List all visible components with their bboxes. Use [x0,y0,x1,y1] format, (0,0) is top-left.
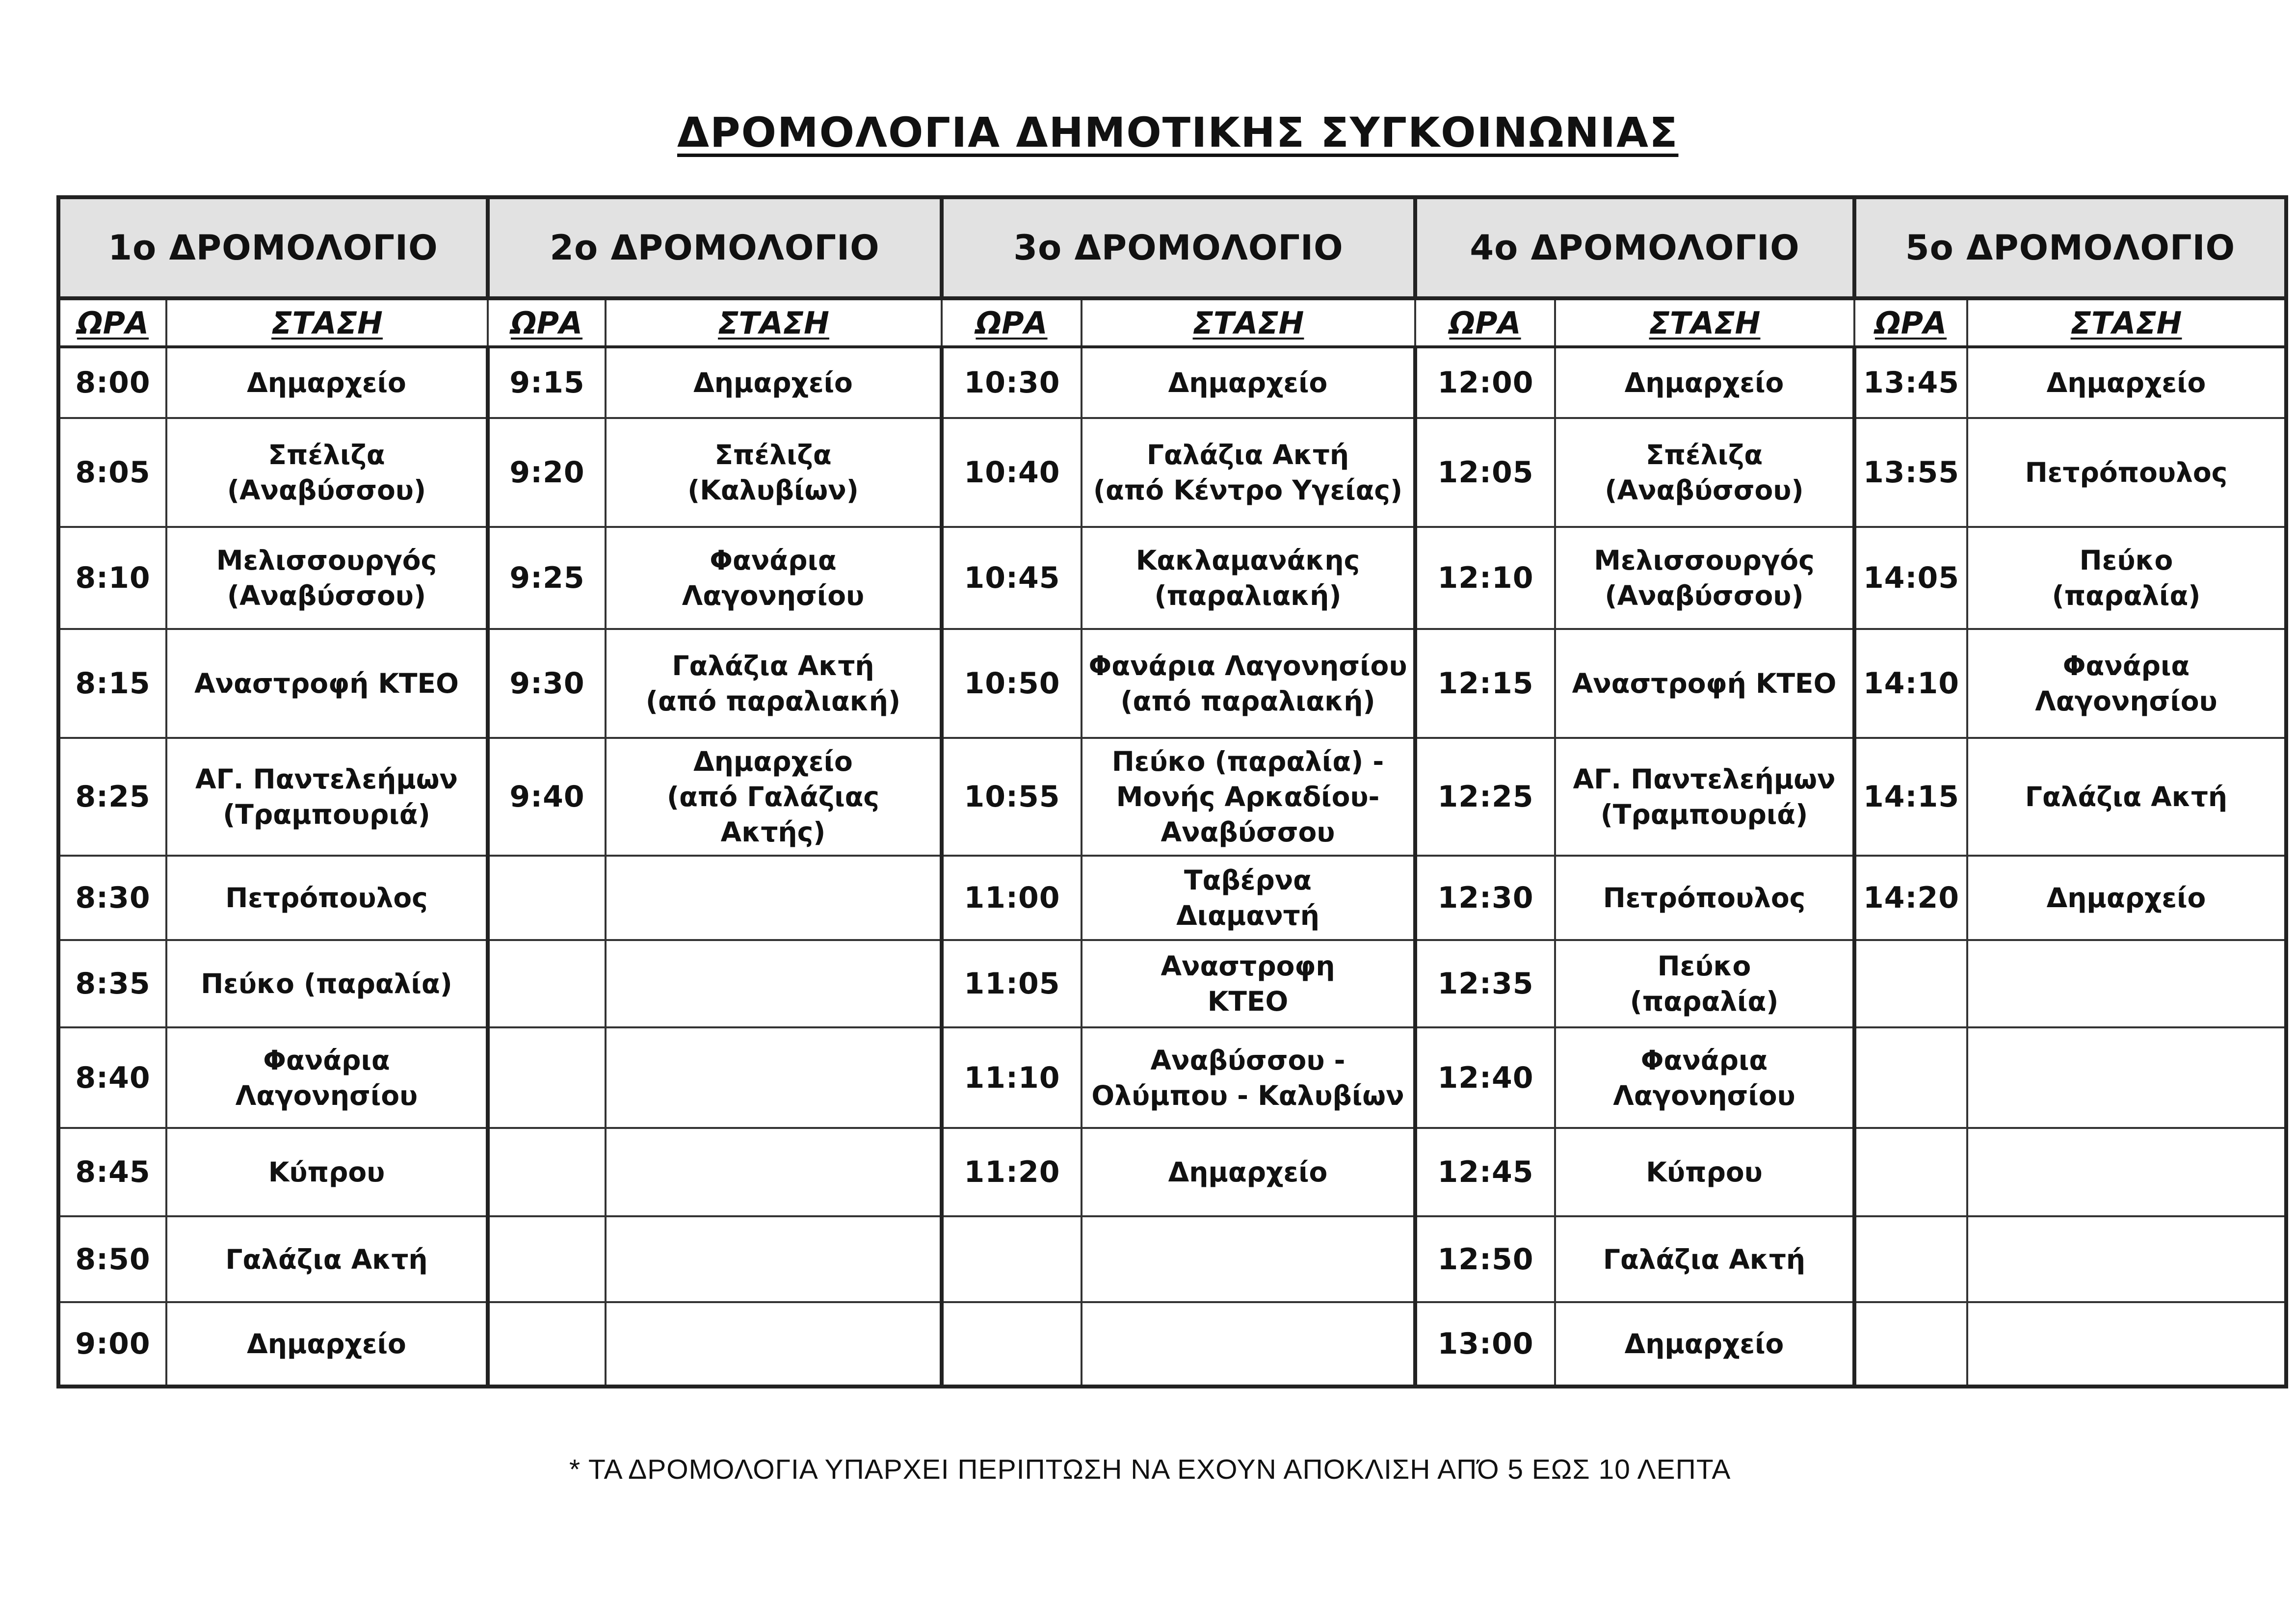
table-row [58,1027,2286,1128]
stop-name [606,1302,942,1387]
time-column-header: ΩΡΑ [488,298,606,347]
stop-name [1082,1216,1415,1302]
time-column-header: ΩΡΑ [1854,298,1967,347]
route-header: 5ο ΔΡΟΜΟΛΟΓΙΟ [1854,197,2286,298]
stop-name: Γαλάζια Ακτή [166,1216,488,1302]
departure-time: 12:50 [1415,1216,1555,1302]
departure-time [1854,1027,1967,1128]
departure-time: 8:30 [58,856,166,940]
departure-time: 8:00 [58,347,166,418]
departure-time: 8:50 [58,1216,166,1302]
departure-time: 8:35 [58,940,166,1027]
stop-column-header: ΣΤΑΣΗ [1967,298,2286,347]
stop-name: Σπέλιζα (Καλυβίων) [606,418,942,527]
departure-time: 9:20 [488,418,606,527]
stop-name: Πεύκο (παραλία) [1555,940,1854,1027]
stop-name: Γαλάζια Ακτή [1555,1216,1854,1302]
route-header: 1ο ΔΡΟΜΟΛΟΓΙΟ [58,197,488,298]
departure-time: 9:15 [488,347,606,418]
stop-column-header: ΣΤΑΣΗ [1555,298,1854,347]
departure-time [1854,940,1967,1027]
table-row [58,629,2286,738]
stop-name: Φανάρια Λαγονησίου (από παραλιακή) [1082,629,1415,738]
departure-time [488,1302,606,1387]
stop-name: Ταβέρνα Διαμαντή [1082,856,1415,940]
stop-name [606,1128,942,1216]
departure-time: 9:25 [488,527,606,629]
stop-name [606,940,942,1027]
stop-name: Σπέλιζα (Αναβύσσου) [1555,418,1854,527]
stop-name: Φανάρια Λαγονησίου [606,527,942,629]
stop-name: Φανάρια Λαγονησίου [166,1027,488,1128]
departure-time [488,1216,606,1302]
stop-name: Γαλάζια Ακτή (από παραλιακή) [606,629,942,738]
stop-name: Πετρόπουλος [1555,856,1854,940]
stop-name: Πετρόπουλος [166,856,488,940]
table-row [58,1302,2286,1387]
table-row [58,856,2286,940]
stop-name [606,1027,942,1128]
stop-name: Δημαρχείο [606,347,942,418]
stop-name: Πετρόπουλος [1967,418,2286,527]
stop-name: Αναστροφή ΚΤΕΟ [1555,629,1854,738]
stop-name: Φανάρια Λαγονησίου [1555,1027,1854,1128]
schedule-body [58,347,2286,1387]
departure-time: 9:40 [488,738,606,856]
stop-name: ΑΓ. Παντελεήμων (Τραμπουριά) [166,738,488,856]
stop-name [606,1216,942,1302]
departure-time: 12:15 [1415,629,1555,738]
stop-name: Αναστροφη ΚΤΕΟ [1082,940,1415,1027]
stop-name [1967,1027,2286,1128]
stop-name: Δημαρχείο [1555,347,1854,418]
table-row [58,1216,2286,1302]
stop-name: ΑΓ. Παντελεήμων (Τραμπουριά) [1555,738,1854,856]
departure-time: 10:45 [942,527,1082,629]
stop-column-header: ΣΤΑΣΗ [606,298,942,347]
stop-name [1967,1128,2286,1216]
departure-time: 14:20 [1854,856,1967,940]
stop-name: Κύπρου [166,1128,488,1216]
stop-name: Σπέλιζα (Αναβύσσου) [166,418,488,527]
stop-name: Πεύκο (παραλία) [166,940,488,1027]
departure-time: 8:45 [58,1128,166,1216]
departure-time: 12:05 [1415,418,1555,527]
stop-name: Γαλάζια Ακτή [1967,738,2286,856]
time-column-header: ΩΡΑ [58,298,166,347]
time-column-header: ΩΡΑ [1415,298,1555,347]
departure-time: 10:30 [942,347,1082,418]
stop-name: Κύπρου [1555,1128,1854,1216]
stop-name: Δημαρχείο [1082,1128,1415,1216]
stop-column-header: ΣΤΑΣΗ [166,298,488,347]
stop-name: Μελισσουργός (Αναβύσσου) [166,527,488,629]
departure-time: 13:55 [1854,418,1967,527]
departure-time: 8:10 [58,527,166,629]
stop-name: Δημαρχείο [1555,1302,1854,1387]
stop-name: Κακλαμανάκης (παραλιακή) [1082,527,1415,629]
stop-name: Μελισσουργός (Αναβύσσου) [1555,527,1854,629]
departure-time: 12:30 [1415,856,1555,940]
stop-name: Δημαρχείο [166,347,488,418]
departure-time [488,1027,606,1128]
departure-time: 11:00 [942,856,1082,940]
departure-time: 8:40 [58,1027,166,1128]
departure-time: 8:15 [58,629,166,738]
departure-time: 14:15 [1854,738,1967,856]
departure-time: 8:25 [58,738,166,856]
departure-time [1854,1128,1967,1216]
departure-time [942,1216,1082,1302]
schedule-table [56,195,2288,1388]
stop-name: Φανάρια Λαγονησίου [1967,629,2286,738]
stop-name: Αναστροφή ΚΤΕΟ [166,629,488,738]
departure-time: 11:20 [942,1128,1082,1216]
table-row [58,418,2286,527]
stop-name: Γαλάζια Ακτή (από Κέντρο Υγείας) [1082,418,1415,527]
table-row [58,738,2286,856]
departure-time [488,940,606,1027]
table-row [58,940,2286,1027]
departure-time [1854,1302,1967,1387]
departure-time: 11:05 [942,940,1082,1027]
departure-time: 10:55 [942,738,1082,856]
departure-time [1854,1216,1967,1302]
route-header: 2ο ΔΡΟΜΟΛΟΓΙΟ [488,197,942,298]
stop-column-header: ΣΤΑΣΗ [1082,298,1415,347]
departure-time: 9:00 [58,1302,166,1387]
stop-name [1082,1302,1415,1387]
table-row [58,347,2286,418]
stop-name [1967,1216,2286,1302]
departure-time: 9:30 [488,629,606,738]
table-row [58,1128,2286,1216]
time-column-header: ΩΡΑ [942,298,1082,347]
stop-name: Δημαρχείο [1967,347,2286,418]
departure-time: 13:00 [1415,1302,1555,1387]
route-header-row [58,197,2286,298]
departure-time: 12:35 [1415,940,1555,1027]
stop-name: Δημαρχείο [166,1302,488,1387]
departure-time: 12:10 [1415,527,1555,629]
stop-name: Πεύκο (παραλία) [1967,527,2286,629]
departure-time: 14:10 [1854,629,1967,738]
departure-time: 12:40 [1415,1027,1555,1128]
departure-time: 10:40 [942,418,1082,527]
stop-name [606,856,942,940]
table-row [58,527,2286,629]
stop-name: Δημαρχείο (από Γαλάζιας Ακτής) [606,738,942,856]
stop-name: Αναβύσσου - Ολύμπου - Καλυβίων [1082,1027,1415,1128]
departure-time: 11:10 [942,1027,1082,1128]
route-header: 3ο ΔΡΟΜΟΛΟΓΙΟ [942,197,1415,298]
departure-time: 12:25 [1415,738,1555,856]
departure-time [488,1128,606,1216]
departure-time: 14:05 [1854,527,1967,629]
page-title: ΔΡΟΜΟΛΟΓΙΑ ΔΗΜΟΤΙΚΗΣ ΣΥΓΚΟΙΝΩΝΙΑΣ [677,108,1679,157]
column-header-row [58,298,2286,347]
stop-name [1967,940,2286,1027]
departure-time: 13:45 [1854,347,1967,418]
stop-name: Δημαρχείο [1082,347,1415,418]
departure-time [488,856,606,940]
stop-name [1967,1302,2286,1387]
stop-name: Πεύκο (παραλία) - Μονής Αρκαδίου- Αναβύσσου [1082,738,1415,856]
departure-time: 12:00 [1415,347,1555,418]
departure-time: 12:45 [1415,1128,1555,1216]
departure-time: 10:50 [942,629,1082,738]
departure-time [942,1302,1082,1387]
footnote: * ΤΑ ΔΡΟΜΟΛΟΓΙΑ ΥΠΑΡΧΕΙ ΠΕΡΙΠΤΩΣΗ ΝΑ ΕΧΟΥΝ ΑΠΟΚΛΙΣΗ ΑΠΌ 5 ΕΩΣ 10 ΛΕΠΤΑ [569,1454,1731,1485]
stop-name: Δημαρχείο [1967,856,2286,940]
departure-time: 8:05 [58,418,166,527]
route-header: 4ο ΔΡΟΜΟΛΟΓΙΟ [1415,197,1854,298]
